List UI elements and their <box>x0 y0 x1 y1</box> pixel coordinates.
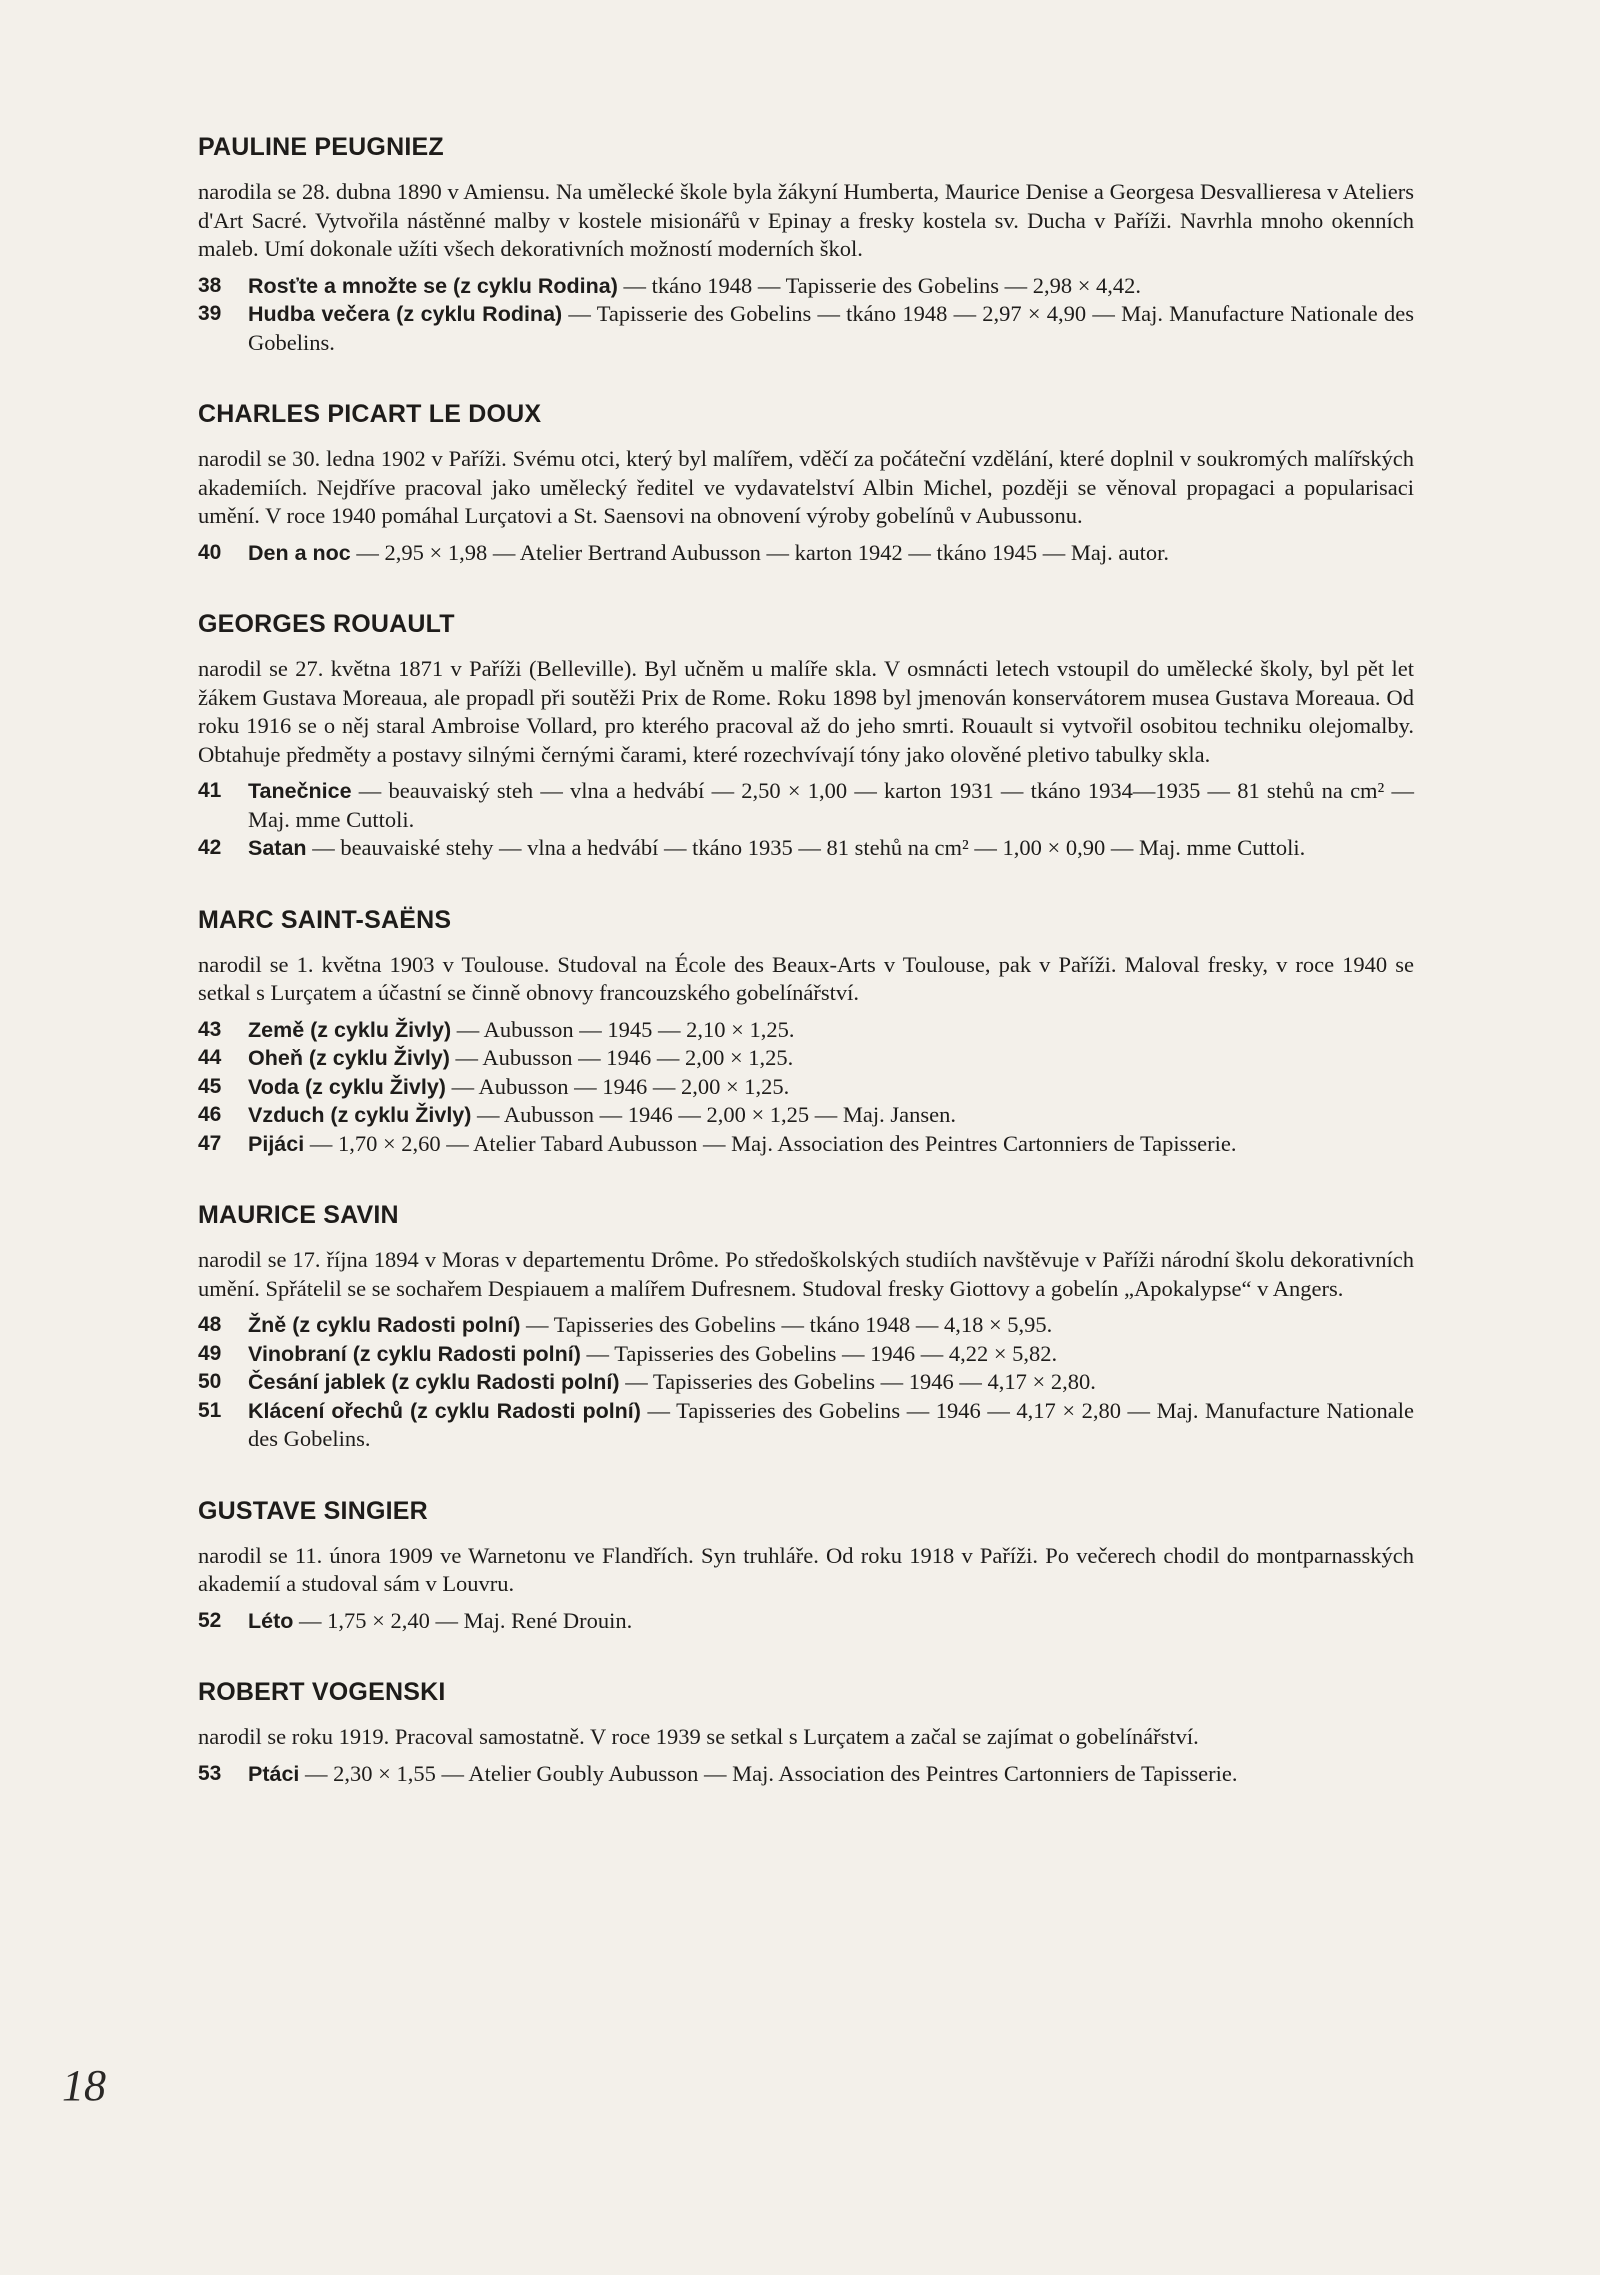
work-item <box>198 1044 1414 1073</box>
work-title: Země (z cyklu Živly) <box>248 1017 452 1042</box>
artist-name: GUSTAVE SINGIER <box>198 1496 428 1525</box>
work-item <box>198 539 1414 568</box>
work-details: — 1,70 × 2,60 — Atelier Tabard Aubusson — Maj. Association des Peintres Cartonniers de Tapisserie. <box>309 1130 1237 1156</box>
work-item <box>198 777 1414 834</box>
artist-entry <box>198 130 1414 357</box>
work-details: — beauvaiský steh — vlna a hedvábí — 2,50 × 1,00 — karton 1931 — tkáno 1934—1935 — 81 stehů na cm² — Maj. mme Cuttoli. <box>248 778 1415 832</box>
work-title: Voda (z cyklu Živly) <box>248 1074 446 1099</box>
work-title: Klácení ořechů (z cyklu Radosti polní) <box>248 1398 641 1423</box>
work-details: — Aubusson — 1946 — 2,00 × 1,25 — Maj. Jansen. <box>477 1102 956 1127</box>
work-title: Vinobraní (z cyklu Radosti polní) <box>248 1341 581 1366</box>
artist-entry <box>198 903 1414 1159</box>
work-number: 49 <box>198 1341 222 1365</box>
work-details: — Tapisserie des Gobelins — tkáno 1948 — 2,97 × 4,90 — Maj. Manufacture Nationale des Gobelins. <box>248 301 1414 355</box>
work-title: Satan <box>248 836 307 860</box>
work-details: — Tapisseries des Gobelins — 1946 — 4,17 × 2,80 — Maj. Manufacture Nationale des Gobelins. <box>248 1397 1415 1451</box>
work-title: Den a noc <box>248 540 351 565</box>
artist-bio: narodil se 11. února 1909 ve Warnetonu ve Flandřích. Syn truhláře. Od roku 1918 v Paříži. Po večerech chodil do montparnasských akademií a studoval sám v Louvru. <box>198 1542 1414 1596</box>
artist-name: ROBERT VOGENSKI <box>198 1678 446 1706</box>
artist-entry <box>198 397 1414 567</box>
artist-name: CHARLES PICART LE DOUX <box>198 400 542 428</box>
work-item <box>198 1130 1414 1159</box>
work-details: — Aubusson — 1946 — 2,00 × 1,25. <box>451 1073 790 1099</box>
work-item <box>198 1340 1414 1369</box>
work-title: Česání jablek (z cyklu Radosti polní) <box>248 1370 620 1394</box>
artist-name: GEORGES ROUAULT <box>198 610 455 638</box>
work-item <box>198 1607 1414 1636</box>
work-item <box>198 1073 1414 1102</box>
work-item <box>198 1311 1414 1340</box>
work-item <box>198 1101 1414 1130</box>
work-item <box>198 834 1414 863</box>
work-number: 45 <box>198 1074 222 1098</box>
artist-entry <box>198 1675 1414 1788</box>
work-number: 47 <box>198 1131 222 1155</box>
work-number: 43 <box>198 1017 222 1041</box>
work-title: Vzduch (z cyklu Živly) <box>248 1103 472 1127</box>
page-number: 18 <box>62 2061 106 2110</box>
work-details: — 1,75 × 2,40 — Maj. René Drouin. <box>299 1607 633 1633</box>
work-number: 41 <box>198 779 222 802</box>
work-details: — Aubusson — 1945 — 2,10 × 1,25. <box>456 1016 795 1042</box>
catalog-content <box>198 130 1414 1828</box>
work-number: 42 <box>198 836 222 859</box>
work-details: — Tapisseries des Gobelins — tkáno 1948 — 4,18 × 5,95. <box>525 1312 1053 1337</box>
work-number: 48 <box>198 1313 222 1336</box>
artist-bio: narodila se 28. dubna 1890 v Amiensu. Na umělecké škole byla žákyní Humberta, Maurice Denise a Georgesa Desvallieresa v Ateliers d'Art Sacré. Vytvořila nástěnné malby v kostele misionářů v Epinay a fresky kostela sv. Ducha v Paříži. Navrhla mnoho okenních maleb. Umí dokonale užíti všech dekorativních možností moderních škol. <box>198 179 1414 261</box>
work-details: — beauvaiské stehy — vlna a hedvábí — tkáno 1935 — 81 stehů na cm² — 1,00 × 0,90 — Maj. mme Cuttoli. <box>312 835 1306 860</box>
artist-entry <box>198 1494 1414 1636</box>
work-number: 51 <box>198 1398 222 1422</box>
work-item <box>198 272 1414 301</box>
work-number: 50 <box>198 1370 222 1393</box>
work-number: 40 <box>198 540 222 564</box>
work-title: Léto <box>248 1608 294 1633</box>
work-details: — 2,95 × 1,98 — Atelier Bertrand Aubusson — karton 1942 — tkáno 1945 — Maj. autor. <box>356 539 1169 565</box>
work-number: 53 <box>198 1761 222 1785</box>
work-item <box>198 1016 1414 1045</box>
artist-name: PAULINE PEUGNIEZ <box>198 133 444 161</box>
artist-bio: narodil se 17. října 1894 v Moras v departementu Drôme. Po středoškolských studiích navštěvuje v Paříži národní školu dekorativních umění. Spřátelil se se sochařem Despiauem a malířem Dufresnem. Studoval fresky Giottovy a gobelín „Apokalypse“ v Angers. <box>198 1247 1414 1301</box>
work-item <box>198 1368 1414 1397</box>
work-title: Žně (z cyklu Radosti polní) <box>248 1313 521 1337</box>
work-details: — 2,30 × 1,55 — Atelier Goubly Aubusson — Maj. Association des Peintres Cartonniers de Tapisserie. <box>305 1760 1238 1786</box>
work-title: Tanečnice <box>248 779 352 803</box>
work-details: — Tapisseries des Gobelins — 1946 — 4,22 × 5,82. <box>586 1340 1058 1366</box>
work-number: 38 <box>198 273 222 297</box>
work-number: 44 <box>198 1046 222 1069</box>
work-number: 52 <box>198 1608 222 1632</box>
work-title: Ptáci <box>248 1761 300 1786</box>
work-details: — Tapisseries des Gobelins — 1946 — 4,17 × 2,80. <box>625 1369 1096 1394</box>
work-title: Pijáci <box>248 1131 305 1156</box>
work-number: 46 <box>198 1103 222 1126</box>
work-item <box>198 1760 1414 1789</box>
work-item <box>198 1397 1414 1454</box>
artist-bio: narodil se roku 1919. Pracoval samostatně. V roce 1939 se setkal s Lurçatem a začal se zajímat o gobelínářství. <box>198 1724 1199 1749</box>
work-item <box>198 300 1414 357</box>
artist-bio: narodil se 30. ledna 1902 v Paříži. Svému otci, který byl malířem, vděčí za počáteční vzdělání, které doplnil v soukromých malířských akademiích. Nejdříve pracoval jako umělecký ředitel ve vydavatelství Albin Michel, později se věnoval propagaci a popularisaci umění. V roce 1940 pomáhal Lurçatovi a St. Saensovi na obnovení výroby gobelínů v Aubussonu. <box>198 446 1414 528</box>
work-title: Rosťte a množte se (z cyklu Rodina) <box>248 273 618 298</box>
work-title: Hudba večera (z cyklu Rodina) <box>248 302 563 326</box>
artist-entry <box>198 1198 1414 1454</box>
artist-bio: narodil se 27. května 1871 v Paříži (Belleville). Byl učněm u malíře skla. V osmnácti letech vstoupil do umělecké školy, byl pět let žákem Gustava Moreaua, ale propadl při soutěži Prix de Rome. Roku 1898 byl jmenován konservátorem musea Gustava Moreaua. Od roku 1916 se o něj staral Ambroise Vollard, pro kterého pracoval až do jeho smrti. Rouault si vytvořil osobitou techniku olejomalby. Obtahuje předměty a postavy silnými černými čarami, které rozechvívají tóny jako olověné pletivo tabulky skla. <box>198 656 1414 767</box>
artist-name: MAURICE SAVIN <box>198 1201 399 1229</box>
work-details: — Aubusson — 1946 — 2,00 × 1,25. <box>455 1045 794 1070</box>
work-title: Oheň (z cyklu Živly) <box>248 1046 450 1070</box>
artist-bio: narodil se 1. května 1903 v Toulouse. Studoval na École des Beaux-Arts v Toulouse, pak v Paříži. Maloval fresky, v roce 1940 se setkal s Lurçatem a účastní se činně obnovy francouzského gobelínářství. <box>198 951 1414 1005</box>
artist-entry <box>198 607 1414 863</box>
work-number: 39 <box>198 302 222 325</box>
artist-name: MARC SAINT-SAËNS <box>198 905 452 934</box>
work-details: — tkáno 1948 — Tapisserie des Gobelins — 2,98 × 4,42. <box>623 272 1142 298</box>
